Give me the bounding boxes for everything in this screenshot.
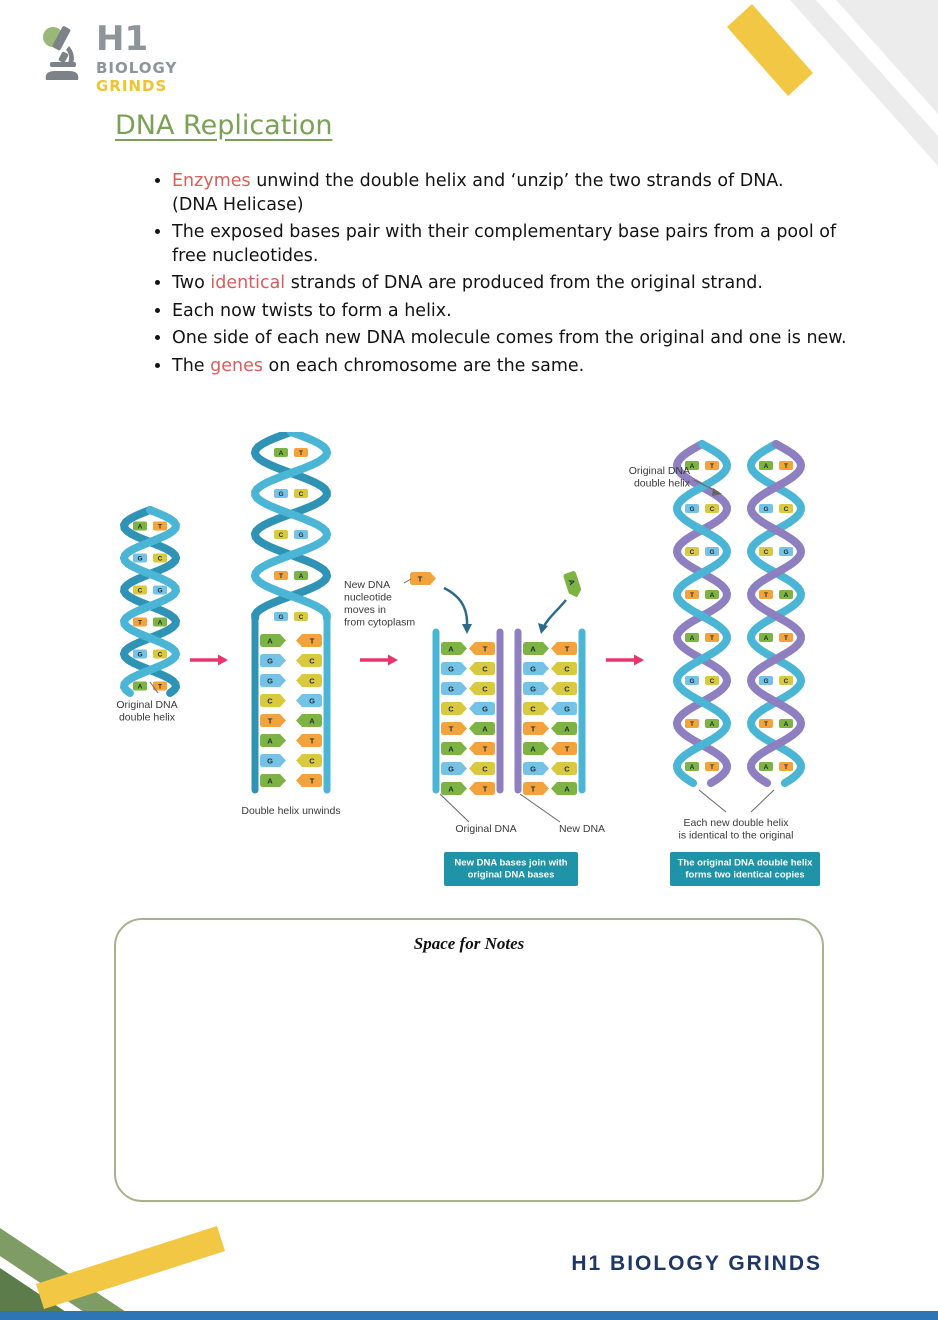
svg-text:C: C bbox=[564, 764, 570, 774]
svg-text:C: C bbox=[157, 651, 163, 659]
yellow-ribbon bbox=[727, 4, 813, 96]
svg-text:A: A bbox=[566, 578, 577, 587]
bullet-keyword: Enzymes bbox=[172, 171, 251, 191]
svg-text:C: C bbox=[689, 549, 695, 557]
svg-text:T: T bbox=[784, 463, 788, 471]
svg-text:G: G bbox=[689, 506, 695, 514]
yellow-ribbon bbox=[36, 1226, 225, 1309]
page-title: DNA Replication bbox=[115, 110, 333, 141]
stage-original-helix bbox=[116, 510, 177, 724]
bullet-text-segment: Two bbox=[172, 273, 211, 293]
svg-text:A: A bbox=[137, 683, 143, 691]
svg-text:T: T bbox=[309, 636, 315, 646]
svg-text:T: T bbox=[309, 776, 315, 786]
svg-text:G: G bbox=[564, 704, 570, 714]
svg-text:C: C bbox=[763, 549, 769, 557]
svg-text:C: C bbox=[482, 684, 488, 694]
svg-text:A: A bbox=[783, 592, 789, 600]
svg-text:New DNA bases join withorigina: New DNA bases join with original DNA bases bbox=[454, 857, 568, 881]
svg-text:T: T bbox=[764, 592, 768, 600]
svg-text:G: G bbox=[482, 704, 488, 714]
svg-text:C: C bbox=[278, 532, 284, 540]
bullet-item bbox=[172, 221, 872, 268]
svg-text:A: A bbox=[157, 619, 163, 627]
label-nucleotide: New DNA nucleotide moves in from cytoplasm bbox=[344, 579, 416, 629]
logo-text bbox=[96, 19, 178, 95]
bullet-text-segment: strands of DNA are produced from the original strand. bbox=[285, 273, 763, 293]
svg-text:G: G bbox=[267, 656, 273, 666]
bullet-text-segment: One side of each new DNA molecule comes from the original and one is new. bbox=[172, 328, 847, 348]
svg-text:T: T bbox=[710, 635, 714, 643]
svg-text:T: T bbox=[417, 574, 423, 584]
svg-text:G: G bbox=[278, 614, 284, 622]
svg-text:C: C bbox=[309, 656, 315, 666]
bullet-text-segment: Each now twists to form a helix. bbox=[172, 300, 452, 321]
svg-text:T: T bbox=[690, 592, 694, 600]
bottom-bar bbox=[0, 1311, 938, 1320]
svg-text:A: A bbox=[689, 463, 695, 471]
svg-text:C: C bbox=[783, 506, 789, 514]
svg-text:T: T bbox=[564, 744, 570, 754]
bullet-item bbox=[172, 327, 872, 351]
svg-text:A: A bbox=[298, 573, 304, 581]
label-new_dna: New DNA bbox=[558, 823, 606, 835]
footer-brand: H1 BIOLOGY GRINDS bbox=[571, 1252, 822, 1275]
svg-text:G: G bbox=[763, 678, 769, 686]
svg-text:T: T bbox=[530, 784, 536, 794]
svg-text:A: A bbox=[267, 636, 273, 646]
svg-text:G: G bbox=[783, 549, 789, 557]
svg-text:G: G bbox=[157, 587, 163, 595]
svg-text:A: A bbox=[309, 716, 315, 726]
svg-text:T: T bbox=[482, 644, 488, 654]
svg-text:A: A bbox=[689, 764, 695, 772]
svg-text:A: A bbox=[689, 635, 695, 643]
logo-biology: BIOLOGY bbox=[96, 59, 178, 77]
svg-text:A: A bbox=[530, 644, 536, 654]
svg-text:C: C bbox=[709, 678, 715, 686]
svg-text:G: G bbox=[137, 555, 143, 563]
svg-text:T: T bbox=[690, 721, 694, 729]
stage-replication bbox=[344, 570, 605, 886]
svg-text:A: A bbox=[137, 523, 143, 531]
logo-grinds: GRINDS bbox=[96, 77, 168, 95]
svg-text:C: C bbox=[709, 506, 715, 514]
svg-text:C: C bbox=[564, 684, 570, 694]
svg-text:C: C bbox=[298, 491, 304, 499]
svg-text:G: G bbox=[689, 678, 695, 686]
svg-text:G: G bbox=[448, 664, 454, 674]
svg-text:C: C bbox=[137, 587, 143, 595]
svg-text:G: G bbox=[530, 664, 536, 674]
svg-text:A: A bbox=[448, 644, 454, 654]
bullet-item bbox=[172, 300, 872, 324]
svg-text:T: T bbox=[710, 463, 714, 471]
svg-text:G: G bbox=[763, 506, 769, 514]
svg-text:A: A bbox=[448, 744, 454, 754]
label-original_mid: Original DNA bbox=[455, 823, 517, 835]
svg-text:T: T bbox=[530, 724, 536, 734]
svg-text:T: T bbox=[267, 716, 273, 726]
svg-text:G: G bbox=[298, 532, 304, 540]
svg-text:G: G bbox=[267, 676, 273, 686]
svg-text:A: A bbox=[530, 744, 536, 754]
svg-text:C: C bbox=[267, 696, 273, 706]
svg-text:A: A bbox=[763, 463, 769, 471]
logo bbox=[36, 19, 178, 95]
svg-text:A: A bbox=[709, 592, 715, 600]
svg-text:T: T bbox=[279, 573, 283, 581]
svg-text:C: C bbox=[482, 764, 488, 774]
microscope-icon bbox=[36, 22, 88, 86]
svg-text:T: T bbox=[299, 450, 303, 458]
bullet-keyword: genes bbox=[210, 355, 263, 376]
svg-text:G: G bbox=[530, 764, 536, 774]
svg-text:T: T bbox=[764, 721, 768, 729]
bullet-item bbox=[172, 170, 872, 217]
svg-text:A: A bbox=[267, 736, 273, 746]
svg-text:T: T bbox=[784, 635, 788, 643]
svg-text:T: T bbox=[448, 724, 454, 734]
svg-text:A: A bbox=[763, 635, 769, 643]
svg-text:A: A bbox=[564, 784, 570, 794]
svg-text:T: T bbox=[710, 764, 714, 772]
svg-text:C: C bbox=[298, 614, 304, 622]
svg-text:A: A bbox=[709, 721, 715, 729]
svg-text:G: G bbox=[137, 651, 143, 659]
label-original_left: Original DNA double helix bbox=[116, 699, 178, 724]
svg-text:C: C bbox=[309, 756, 315, 766]
bullet-keyword: identical bbox=[210, 273, 286, 293]
svg-text:G: G bbox=[448, 764, 454, 774]
label-identical: Each new double helix is identical to the original bbox=[678, 817, 794, 842]
svg-text:T: T bbox=[309, 736, 315, 746]
svg-text:T: T bbox=[564, 644, 570, 654]
svg-text:A: A bbox=[763, 764, 769, 772]
svg-text:C: C bbox=[157, 555, 163, 563]
svg-text:C: C bbox=[482, 664, 488, 674]
svg-text:G: G bbox=[709, 549, 715, 557]
svg-text:C: C bbox=[564, 664, 570, 674]
svg-text:A: A bbox=[783, 721, 789, 729]
svg-text:T: T bbox=[158, 683, 162, 691]
svg-text:A: A bbox=[564, 724, 570, 734]
bullet-text-segment: The exposed bases pair with their complementary base pairs from a pool of free nucleotides. bbox=[172, 222, 837, 266]
notes-box bbox=[114, 918, 824, 1202]
bullet-item bbox=[172, 355, 872, 379]
label-original_right: Original DNA double helix bbox=[628, 465, 690, 490]
stage-two-helices bbox=[629, 444, 820, 886]
svg-text:G: G bbox=[530, 684, 536, 694]
bullet-text-segment: (DNA Helicase) bbox=[172, 194, 304, 215]
notes-title: Space for Notes bbox=[413, 934, 525, 953]
svg-text:T: T bbox=[482, 744, 488, 754]
svg-text:T: T bbox=[784, 764, 788, 772]
bullet-text-segment: on each chromosome are the same. bbox=[262, 355, 585, 376]
svg-text:C: C bbox=[448, 704, 454, 714]
svg-text:G: G bbox=[278, 491, 284, 499]
svg-text:C: C bbox=[530, 704, 536, 714]
bullet-text-segment: unwind the double helix and ‘unzip’ the two strands of DNA. bbox=[250, 171, 784, 191]
bullet-item bbox=[172, 272, 872, 296]
stage-unwound bbox=[241, 432, 340, 817]
svg-text:The original DNA double helixf: The original DNA double helix forms two identical copies bbox=[677, 857, 813, 881]
label-unwinds: Double helix unwinds bbox=[241, 805, 341, 817]
logo-h1: H1 bbox=[96, 19, 149, 59]
svg-text:T: T bbox=[482, 784, 488, 794]
svg-text:G: G bbox=[267, 756, 273, 766]
svg-text:C: C bbox=[309, 676, 315, 686]
svg-text:C: C bbox=[783, 678, 789, 686]
svg-text:G: G bbox=[448, 684, 454, 694]
svg-text:T: T bbox=[158, 523, 162, 531]
diagram-svg bbox=[114, 432, 826, 902]
svg-text:G: G bbox=[309, 696, 315, 706]
svg-text:A: A bbox=[448, 784, 454, 794]
svg-text:T: T bbox=[138, 619, 142, 627]
bottom-left-decoration bbox=[0, 1172, 240, 1312]
svg-text:A: A bbox=[278, 450, 284, 458]
svg-text:A: A bbox=[482, 724, 488, 734]
bullet-text-segment: The bbox=[172, 355, 211, 376]
dna-replication-diagram bbox=[114, 432, 826, 902]
svg-text:A: A bbox=[267, 776, 273, 786]
bullet-list bbox=[134, 170, 872, 382]
